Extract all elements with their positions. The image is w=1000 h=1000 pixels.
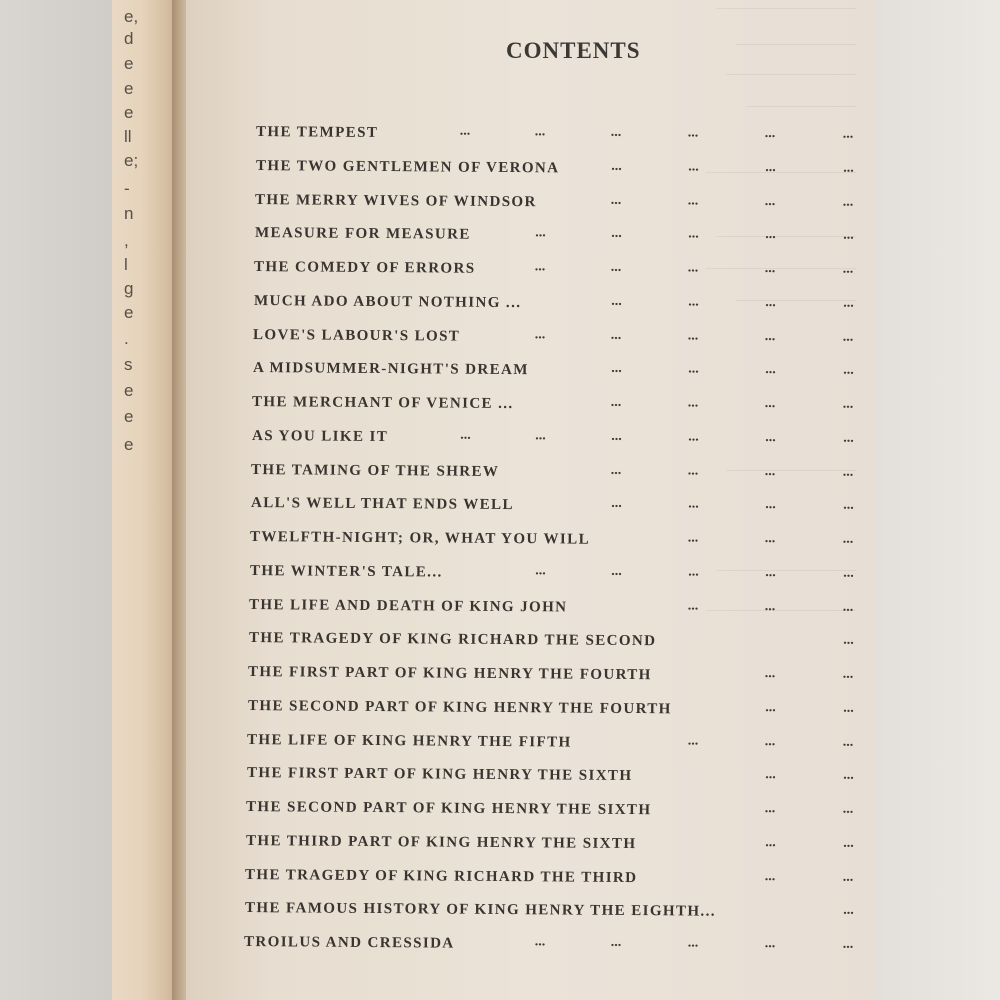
dot-leader: ... [842, 227, 854, 243]
dot-leader: ... [687, 935, 699, 951]
toc-entry[interactable] [253, 293, 893, 320]
left-page-fragment: e [124, 79, 134, 98]
dot-leader: ... [764, 598, 776, 614]
dot-leader: ... [534, 259, 546, 275]
dot-leader: ... [687, 260, 699, 276]
toc-entry-title: THE SECOND PART OF KING HENRY THE SIXTH [245, 799, 652, 819]
dot-leader: ... [459, 427, 471, 443]
dot-leader: ... [842, 835, 854, 851]
dot-leader: ... [764, 463, 776, 479]
dot-leader: ... [534, 326, 546, 342]
toc-entry-title: TWELFTH-NIGHT; OR, WHAT YOU WILL [249, 529, 591, 548]
dot-leader: ... [764, 429, 776, 445]
background-left [0, 0, 125, 1000]
dot-leader: ... [764, 531, 776, 547]
left-page-fragment: e [124, 103, 134, 122]
dot-leader: ... [842, 362, 854, 378]
dot-leader: ... [764, 801, 776, 817]
page-title: CONTENTS [506, 38, 641, 63]
dot-leader: ... [534, 934, 546, 950]
dot-leader: ... [610, 934, 622, 950]
dot-leader: ... [842, 531, 854, 547]
dot-leader: ... [610, 226, 622, 242]
dot-leader: ... [764, 362, 776, 378]
dot-leader: ... [534, 124, 546, 140]
dot-leader: ... [842, 329, 854, 345]
toc-entry-title: THE FIRST PART OF KING HENRY THE SIXTH [246, 765, 632, 785]
left-page-fragment: e [124, 435, 134, 454]
dot-leader: ... [687, 327, 699, 343]
left-page-fragment: l [124, 255, 128, 274]
left-page-fragment: g [124, 279, 134, 298]
left-page-fragment: ll [124, 127, 132, 146]
toc-entry-title: THE FIRST PART OF KING HENRY THE FOURTH [247, 664, 652, 684]
dot-leader: ... [687, 530, 699, 546]
dot-leader: ... [687, 496, 699, 512]
toc-entry[interactable] [255, 192, 895, 219]
dot-leader: ... [764, 193, 776, 209]
dot-leader: ... [687, 429, 699, 445]
toc-entry-title: TROILUS AND CRESSIDA [243, 934, 455, 952]
dot-leader: ... [764, 936, 776, 952]
dot-leader: ... [687, 564, 699, 580]
toc-entry[interactable] [249, 563, 889, 590]
left-page-fragment: - [124, 179, 130, 198]
dot-leader: ... [534, 225, 546, 241]
toc-entry-title: THE TEMPEST [255, 124, 379, 141]
dot-leader: ... [687, 192, 699, 208]
dot-leader: ... [764, 396, 776, 412]
dot-leader: ... [764, 733, 776, 749]
dot-leader: ... [610, 496, 622, 512]
dot-leader: ... [764, 699, 776, 715]
dot-leader: ... [764, 227, 776, 243]
dot-leader: ... [687, 294, 699, 310]
dot-leader: ... [842, 464, 854, 480]
dot-leader: ... [610, 327, 622, 343]
toc-entry[interactable] [255, 158, 895, 185]
dot-leader: ... [842, 261, 854, 277]
toc-entry[interactable] [253, 327, 893, 354]
toc-entry-title: THE SECOND PART OF KING HENRY THE FOURTH [247, 697, 672, 718]
dot-leader: ... [610, 124, 622, 140]
dot-leader: ... [610, 563, 622, 579]
dot-leader: ... [687, 462, 699, 479]
dot-leader: ... [764, 834, 776, 850]
toc-entry-title: THE COMEDY OF ERRORS [253, 259, 476, 277]
toc-entry[interactable] [245, 833, 885, 860]
toc-entry-title: LOVE'S LABOUR'S LOST [252, 326, 461, 345]
toc-entry-title: THE FAMOUS HISTORY OF KING HENRY THE EIGHTH... [244, 900, 716, 920]
dot-leader: ... [687, 125, 699, 141]
left-page-fragment: d [124, 29, 134, 48]
dot-leader: ... [842, 801, 854, 817]
dot-leader: ... [842, 666, 854, 682]
left-page-fragment: e; [124, 151, 139, 170]
dot-leader: ... [842, 295, 854, 311]
dot-leader: ... [610, 428, 622, 444]
left-page-fragment: e [124, 381, 134, 400]
dot-leader: ... [610, 158, 622, 174]
dot-leader: ... [610, 293, 622, 309]
left-page-fragment: e [124, 303, 134, 322]
toc-entry-title: MUCH ADO ABOUT NOTHING ... [253, 292, 521, 311]
toc-entry[interactable] [251, 428, 891, 455]
toc-entry-title: THE LIFE AND DEATH OF KING JOHN [248, 596, 568, 616]
dot-leader: ... [687, 732, 699, 749]
toc-entry-title: ALL'S WELL THAT ENDS WELL [250, 495, 514, 514]
dot-leader: ... [842, 497, 854, 513]
dot-leader: ... [534, 562, 546, 579]
dot-leader: ... [842, 734, 854, 750]
dot-leader: ... [842, 902, 854, 919]
dot-leader: ... [687, 597, 699, 614]
left-page-fragment: e [124, 54, 134, 73]
toc-entry-title: THE MERCHANT OF VENICE ... [251, 394, 514, 413]
toc-entry[interactable] [247, 732, 887, 759]
left-page-fragment: , [124, 231, 129, 250]
dot-leader: ... [842, 936, 854, 952]
dot-leader: ... [842, 632, 854, 648]
dot-leader: ... [610, 462, 622, 478]
toc-entry-title: THE MERRY WIVES OF WINDSOR [254, 191, 537, 210]
dot-leader: ... [764, 328, 776, 344]
dot-leader: ... [764, 666, 776, 682]
toc-entry-title: MEASURE FOR MEASURE [254, 225, 471, 243]
dot-leader: ... [764, 767, 776, 783]
dot-leader: ... [610, 361, 622, 377]
dot-leader: ... [842, 700, 854, 716]
left-page-fragment: . [124, 329, 129, 348]
dot-leader: ... [459, 123, 471, 139]
left-page-fragment: n [124, 204, 134, 223]
dot-leader: ... [764, 497, 776, 513]
left-page-fragment: s [124, 355, 133, 374]
dot-leader: ... [610, 394, 622, 410]
left-page-fragment: e, [124, 7, 139, 26]
dot-leader: ... [842, 396, 854, 412]
dot-leader: ... [764, 125, 776, 142]
toc-entry[interactable] [251, 462, 891, 489]
toc-entry-title: THE TAMING OF THE SHREW [250, 461, 500, 480]
left-page-edge [112, 0, 178, 1000]
toc-entry-title: THE TRAGEDY OF KING RICHARD THE SECOND [248, 630, 656, 650]
dot-leader: ... [764, 261, 776, 277]
toc-entry-title: A MIDSUMMER-NIGHT'S DREAM [252, 360, 529, 379]
dot-leader: ... [534, 427, 546, 444]
toc-entry[interactable] [247, 698, 887, 725]
dot-leader: ... [842, 160, 854, 176]
dot-leader: ... [842, 430, 854, 446]
toc-entry-title: THE WINTER'S TALE... [249, 562, 443, 581]
dot-leader: ... [842, 599, 854, 615]
dot-leader: ... [687, 159, 699, 175]
toc-entry-title: THE THIRD PART OF KING HENRY THE SIXTH [245, 832, 636, 852]
toc-entry-title: THE TWO GENTLEMEN OF VERONA [255, 157, 559, 177]
dot-leader: ... [687, 226, 699, 242]
dot-leader: ... [610, 192, 622, 208]
toc-entry-title: THE TRAGEDY OF KING RICHARD THE THIRD [244, 866, 638, 886]
dot-leader: ... [764, 294, 776, 310]
dot-leader: ... [687, 361, 699, 377]
dot-leader: ... [687, 395, 699, 411]
toc-entry-title: THE LIFE OF KING HENRY THE FIFTH [246, 731, 572, 751]
dot-leader: ... [764, 868, 776, 884]
dot-leader: ... [842, 767, 854, 784]
dot-leader: ... [842, 194, 854, 210]
dot-leader: ... [842, 126, 854, 142]
dot-leader: ... [842, 869, 854, 885]
toc-entry-title: AS YOU LIKE IT [251, 427, 388, 445]
toc-entry[interactable] [249, 597, 889, 624]
toc-entry[interactable] [245, 867, 885, 894]
dot-leader: ... [610, 259, 622, 275]
dot-leader: ... [764, 159, 776, 175]
dot-leader: ... [764, 564, 776, 580]
left-page-fragment: e [124, 407, 134, 426]
dot-leader: ... [842, 565, 854, 581]
